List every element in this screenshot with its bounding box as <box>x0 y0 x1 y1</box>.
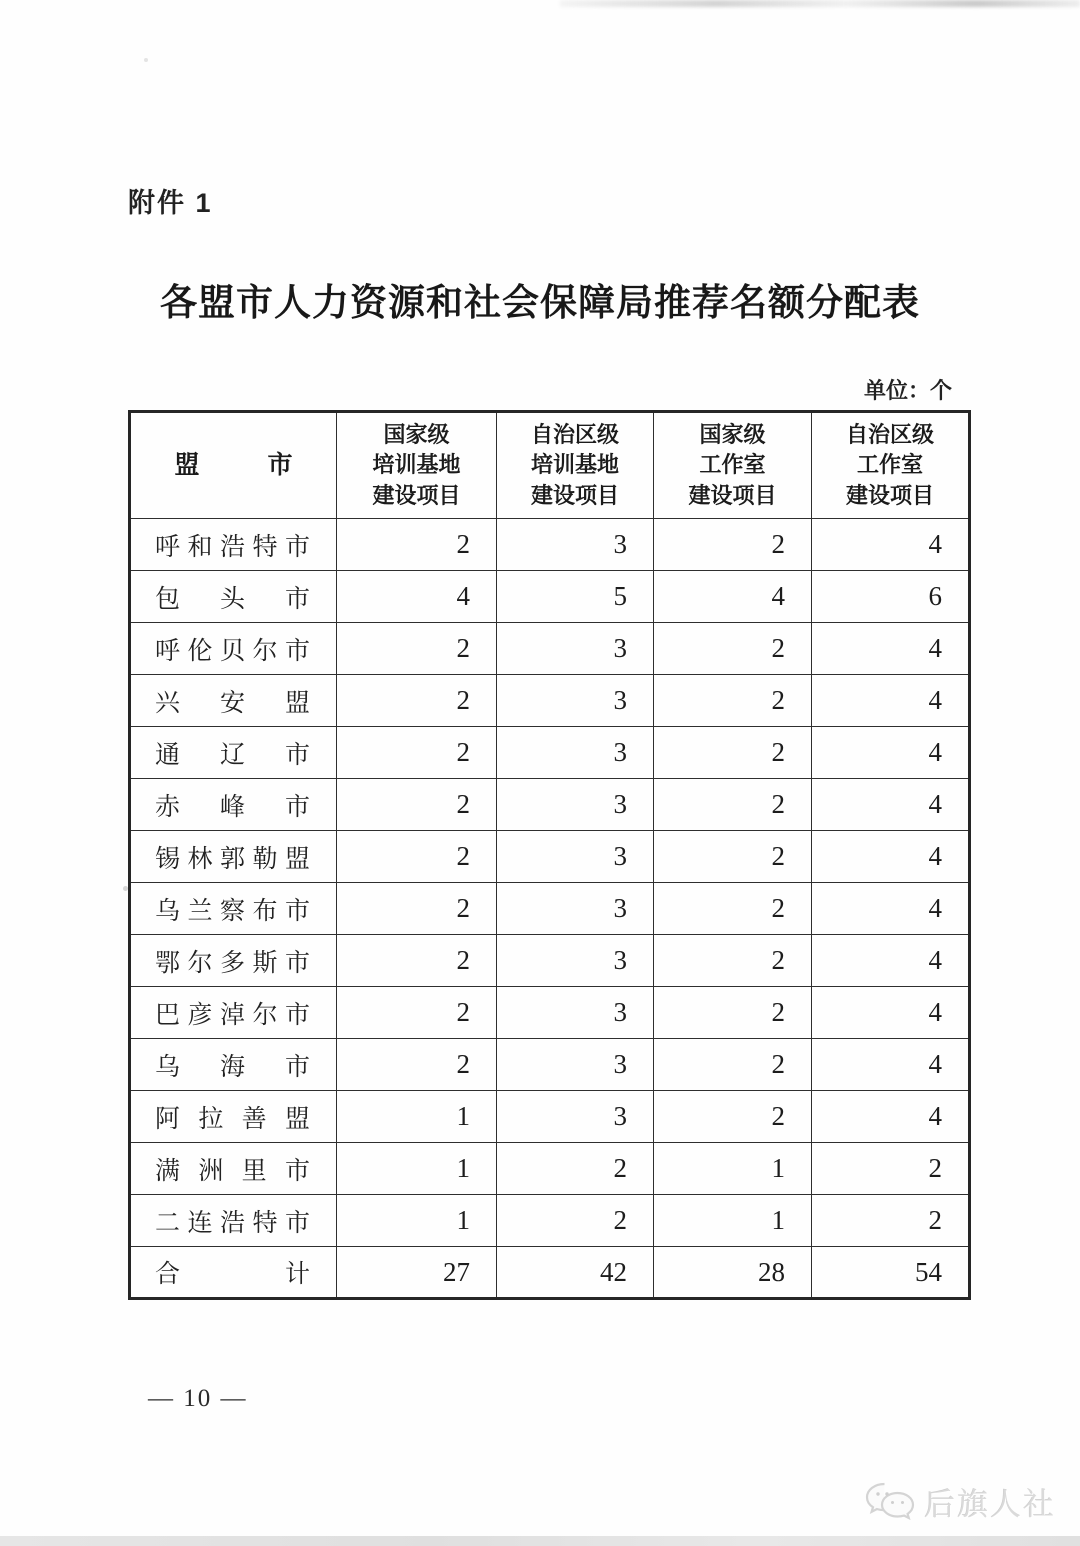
cell-value: 4 <box>812 623 970 675</box>
table-row <box>130 987 970 1039</box>
scan-artifact-top <box>560 0 1080 7</box>
cell-value: 2 <box>337 1039 497 1091</box>
city-name: 鄂尔多斯市 <box>155 949 310 977</box>
header-line: 国家级 <box>699 421 766 447</box>
cell-value: 4 <box>812 831 970 883</box>
header-regional-base <box>497 412 654 519</box>
cell-value: 3 <box>497 831 654 883</box>
cell-value: 4 <box>812 1091 970 1143</box>
header-city-label: 盟市 <box>174 451 293 480</box>
header-line: 培训基地 <box>530 452 619 478</box>
cell-value: 2 <box>337 831 497 883</box>
city-name: 包头市 <box>155 585 310 613</box>
scan-artifact-bottom <box>0 1536 1080 1546</box>
total-label-cell <box>130 1247 337 1299</box>
cell-value: 2 <box>654 675 812 727</box>
cell-value: 2 <box>654 519 812 571</box>
table-row <box>130 831 970 883</box>
cell-value: 2 <box>337 935 497 987</box>
city-cell <box>130 675 337 727</box>
cell-value: 2 <box>337 779 497 831</box>
header-line: 建设项目 <box>688 482 777 508</box>
cell-value: 2 <box>654 779 812 831</box>
header-national-studio <box>654 412 812 519</box>
page-number: — 10 — <box>148 1385 248 1412</box>
cell-value: 2 <box>654 987 812 1039</box>
cell-value: 2 <box>812 1195 970 1247</box>
table-row <box>130 935 970 987</box>
header-line: 国家级 <box>383 421 450 447</box>
city-cell <box>130 1091 337 1143</box>
table-row <box>130 1143 970 1195</box>
watermark <box>864 1479 1056 1524</box>
cell-value: 4 <box>812 987 970 1039</box>
cell-value: 4 <box>812 779 970 831</box>
cell-value: 5 <box>497 571 654 623</box>
total-label: 合计 <box>155 1261 310 1288</box>
city-cell <box>130 1195 337 1247</box>
total-value: 54 <box>812 1247 970 1299</box>
city-name: 呼和浩特市 <box>155 533 310 561</box>
cell-value: 3 <box>497 727 654 779</box>
header-line: 自治区级 <box>845 421 934 447</box>
cell-value: 3 <box>497 1039 654 1091</box>
cell-value: 2 <box>654 831 812 883</box>
header-line: 建设项目 <box>845 482 934 508</box>
city-cell <box>130 883 337 935</box>
header-line: 工作室 <box>699 452 766 478</box>
cell-value: 4 <box>654 571 812 623</box>
cell-value: 1 <box>654 1143 812 1195</box>
header-line: 工作室 <box>856 452 923 478</box>
cell-value: 3 <box>497 779 654 831</box>
total-value: 42 <box>497 1247 654 1299</box>
cell-value: 4 <box>337 571 497 623</box>
cell-value: 1 <box>337 1195 497 1247</box>
header-national-base <box>337 412 497 519</box>
city-name: 呼伦贝尔市 <box>155 637 310 665</box>
table-header-row <box>130 412 970 519</box>
city-name: 巴彦淖尔市 <box>155 1001 310 1029</box>
header-line: 建设项目 <box>372 482 461 508</box>
cell-value: 2 <box>812 1143 970 1195</box>
page-title: 各盟市人力资源和社会保障局推荐名额分配表 <box>160 283 920 324</box>
cell-value: 3 <box>497 675 654 727</box>
table-row <box>130 727 970 779</box>
table-row <box>130 779 970 831</box>
cell-value: 4 <box>812 883 970 935</box>
cell-value: 4 <box>812 727 970 779</box>
cell-value: 2 <box>654 727 812 779</box>
cell-value: 2 <box>654 935 812 987</box>
cell-value: 2 <box>654 623 812 675</box>
city-cell <box>130 519 337 571</box>
header-line: 培训基地 <box>372 452 461 478</box>
city-name: 阿拉善盟 <box>155 1105 310 1133</box>
city-cell <box>130 727 337 779</box>
cell-value: 4 <box>812 519 970 571</box>
city-cell <box>130 623 337 675</box>
wechat-icon <box>864 1481 916 1523</box>
city-name: 满洲里市 <box>155 1157 310 1185</box>
cell-value: 2 <box>654 883 812 935</box>
city-cell <box>130 831 337 883</box>
city-name: 二连浩特市 <box>155 1209 310 1237</box>
unit-note: 单位：个 <box>863 378 952 403</box>
cell-value: 2 <box>337 987 497 1039</box>
header-regional-studio <box>812 412 970 519</box>
scan-speck <box>144 58 148 62</box>
table-row <box>130 1091 970 1143</box>
cell-value: 2 <box>337 623 497 675</box>
cell-value: 1 <box>654 1195 812 1247</box>
city-cell <box>130 571 337 623</box>
cell-value: 4 <box>812 935 970 987</box>
cell-value: 2 <box>497 1143 654 1195</box>
city-cell <box>130 987 337 1039</box>
cell-value: 1 <box>337 1091 497 1143</box>
city-cell <box>130 779 337 831</box>
cell-value: 3 <box>497 935 654 987</box>
table-row <box>130 675 970 727</box>
cell-value: 2 <box>337 519 497 571</box>
cell-value: 3 <box>497 1091 654 1143</box>
table-row <box>130 1195 970 1247</box>
header-line: 自治区级 <box>530 421 619 447</box>
city-name: 乌海市 <box>155 1053 310 1081</box>
total-value: 27 <box>337 1247 497 1299</box>
quota-table <box>128 410 971 1300</box>
city-cell <box>130 1039 337 1091</box>
cell-value: 2 <box>337 727 497 779</box>
city-name: 锡林郭勒盟 <box>155 845 310 873</box>
city-name: 通辽市 <box>155 741 310 769</box>
header-line: 建设项目 <box>530 482 619 508</box>
attachment-label: 附件 1 <box>128 188 213 218</box>
city-name: 兴安盟 <box>155 689 310 717</box>
cell-value: 2 <box>497 1195 654 1247</box>
cell-value: 6 <box>812 571 970 623</box>
cell-value: 4 <box>812 1039 970 1091</box>
cell-value: 3 <box>497 519 654 571</box>
total-value: 28 <box>654 1247 812 1299</box>
cell-value: 3 <box>497 623 654 675</box>
cell-value: 4 <box>812 675 970 727</box>
city-name: 赤峰市 <box>155 793 310 821</box>
city-cell <box>130 935 337 987</box>
cell-value: 1 <box>337 1143 497 1195</box>
cell-value: 2 <box>337 675 497 727</box>
table-row <box>130 571 970 623</box>
table-total-row <box>130 1247 970 1299</box>
cell-value: 2 <box>654 1091 812 1143</box>
city-name: 乌兰察布市 <box>155 897 310 925</box>
cell-value: 3 <box>497 883 654 935</box>
cell-value: 2 <box>337 883 497 935</box>
cell-value: 3 <box>497 987 654 1039</box>
city-cell <box>130 1143 337 1195</box>
header-city <box>130 412 337 519</box>
table-row <box>130 623 970 675</box>
table-row <box>130 519 970 571</box>
cell-value: 2 <box>654 1039 812 1091</box>
table-row <box>130 1039 970 1091</box>
watermark-text: 后旗人社 <box>924 1487 1056 1522</box>
table-row <box>130 883 970 935</box>
